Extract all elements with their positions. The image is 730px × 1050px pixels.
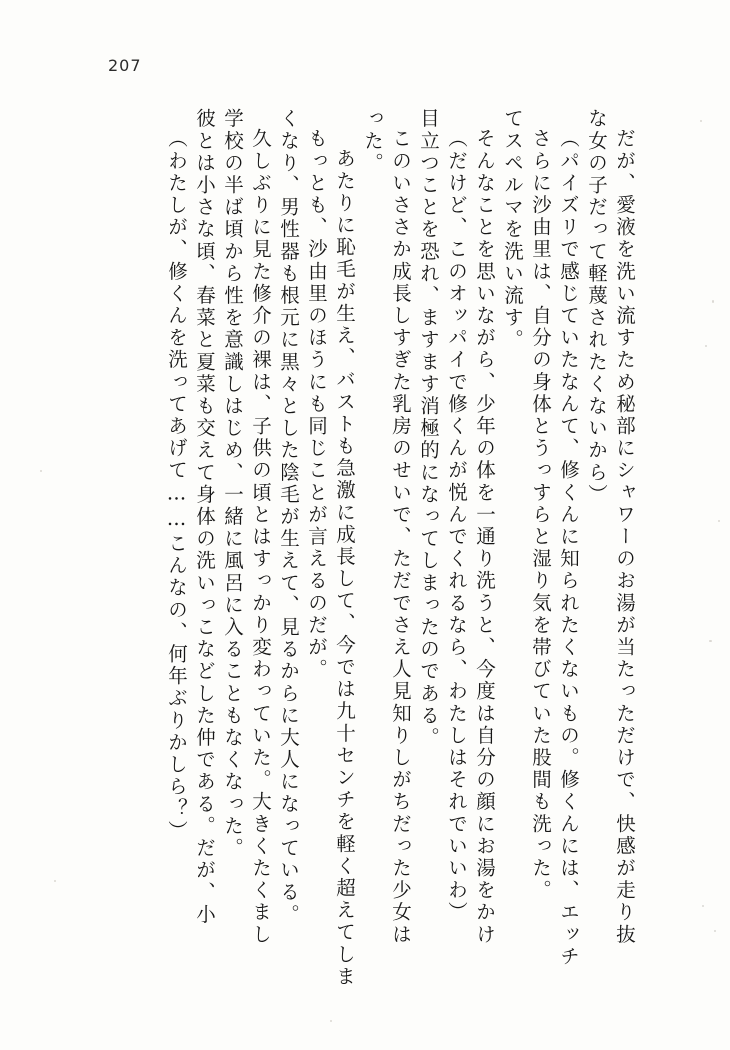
text-column: 彼とは小さな頃、春菜と夏菜も交えて身体の洗いっこなどした仲である。だが、小 xyxy=(193,108,216,926)
text-column: くなり、男性器も根元に黒々とした陰毛が生えて、見るからに大人になっている。 xyxy=(277,108,300,926)
text-column: （だけど、このオッパイで修くんが悦んでくれるなら、わたしはそれでいいわ） xyxy=(445,128,468,924)
text-column: （わたしが、修くんを洗ってあげて……こんなの、何年ぶりかしら？） xyxy=(165,128,188,843)
text-column: このいささか成長しすぎた乳房のせいで、ただでさえ人見知りしがちだった少女は xyxy=(389,128,412,946)
text-column: 久しぶりに見た修介の裸は、子供の頃とはすっかり変わっていた。大きくたくまし xyxy=(249,128,272,946)
text-column: だが、愛液を洗い流すため秘部にシャワーのお湯が当たっただけで、快感が走り抜 xyxy=(613,128,636,946)
text-column: さらに沙由里は、自分の身体とうっすらと湿り気を帯びていた股間も洗った。 xyxy=(529,128,552,902)
text-column: 目立つことを恐れ、ますます消極的になってしまったのである。 xyxy=(417,108,440,749)
text-column: 学校の半ば頃から性を意識しはじめ、一緒に風呂に入ることもなくなった。 xyxy=(221,108,244,860)
text-column: （パイズリで感じていたなんて、修くんに知られたくないもの。修くんには、エッチ xyxy=(557,128,580,968)
text-column: そんなことを思いながら、少年の体を一通り洗うと、今度は自分の顔にお湯をかけ xyxy=(473,128,496,946)
body-text-block xyxy=(158,108,636,988)
text-column: な女の子だって軽蔑されたくないから） xyxy=(585,108,608,506)
text-column: てスペルマを洗い流す。 xyxy=(501,108,524,352)
text-column: あたりに恥毛が生え、バストも急激に成長して、今では九十センチを軽く超えてしま xyxy=(333,148,356,988)
page-number: 207 xyxy=(108,56,142,75)
text-column: もっとも、沙由里のほうにも同じことが言えるのだが。 xyxy=(305,128,328,681)
text-column: った。 xyxy=(361,108,384,175)
